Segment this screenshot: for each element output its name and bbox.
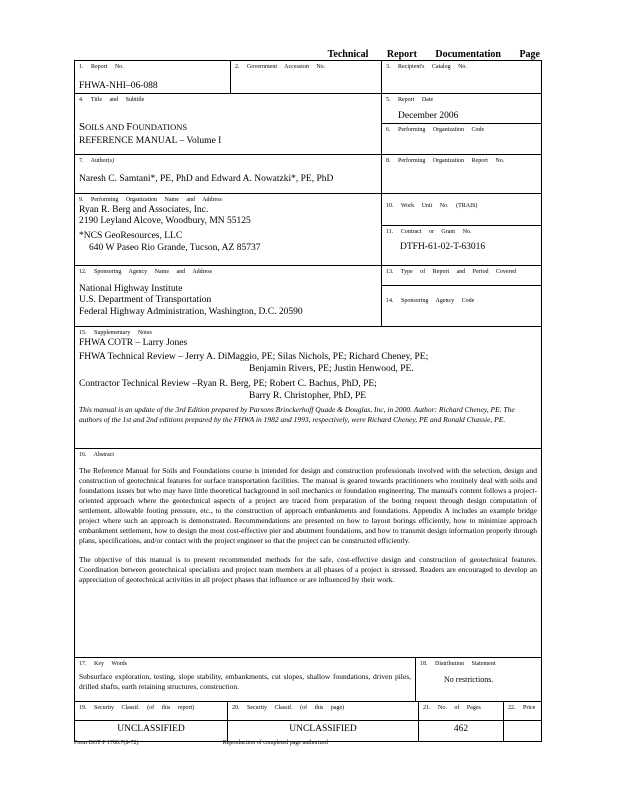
- title-cell: [75, 94, 381, 154]
- num-pages-label: 21. No. of Pages: [423, 705, 481, 711]
- distribution-label: 18. Distribution Statement: [420, 661, 496, 667]
- authors-label: 7. Author(s): [79, 158, 114, 164]
- page-footer: [74, 740, 540, 746]
- recipient-catalog-label: 3. Recipient's Catalog No.: [386, 64, 467, 70]
- form-row-9: [75, 701, 541, 720]
- tech-review-line-1: FHWA Technical Review – Jerry A. DiMaggio, PE; Silas Nichols, PE; Richard Cheney, PE;: [79, 352, 429, 363]
- title-label: 4. Title and Subtitle: [79, 97, 145, 103]
- perf-org-report-cell: [381, 155, 541, 193]
- price-label-cell: [503, 702, 541, 720]
- key-words-label: 17. Key Words: [79, 661, 127, 667]
- page-header-title: Technical Report Documentation Page: [327, 49, 540, 60]
- form-row-1: [75, 61, 541, 93]
- sponsor-line-2: U.S. Department of Transportation: [79, 295, 212, 306]
- perf-org-report-label: 8. Performing Organization Report No.: [386, 158, 505, 164]
- reproduction-note: Reproduction of completed page authorized: [222, 740, 328, 746]
- perf-org-name-label: 9. Performing Organization Name and Address: [79, 197, 222, 203]
- report-date-label: 5. Report Date: [386, 97, 434, 103]
- contract-cell: [382, 226, 541, 256]
- report-type-label: 13. Type of Report and Period Covered: [386, 269, 517, 275]
- report-no-value: FHWA-NHI–06-088: [79, 80, 158, 91]
- security-page-label-cell: [227, 702, 418, 720]
- work-unit-label: 10. Work Unit No. (TRAIS): [386, 203, 478, 209]
- report-type-cell: [382, 266, 541, 286]
- title-line-2: REFERENCE MANUAL – Volume I: [79, 136, 222, 147]
- price-label: 22. Price: [508, 705, 536, 711]
- perf-org-name-cell: [75, 194, 381, 265]
- supp-notes-label: 15. Supplementary Notes: [79, 330, 152, 336]
- num-pages-label-cell: [418, 702, 503, 720]
- form-row-3: [75, 154, 541, 193]
- tech-review-line-2: Benjamin Rivers, PE; Justin Henwood, PE.: [249, 364, 414, 375]
- org1-name: Ryan R. Berg and Associates, Inc.: [79, 204, 209, 215]
- report-date-value: December 2006: [398, 110, 459, 121]
- contractor-review-line-2: Barry R. Christopher, PhD, PE: [249, 391, 367, 401]
- report-date-cell: [382, 94, 541, 124]
- form-row-4: [75, 193, 541, 265]
- report-documentation-form: [74, 60, 542, 742]
- form-row-5: [75, 265, 541, 326]
- form-row-8: [75, 657, 541, 701]
- report-type-code-cell: [381, 266, 541, 326]
- title-line-1: SOILS AND FOUNDATIONS: [79, 120, 188, 133]
- abstract-cell: [75, 449, 541, 657]
- contract-value: DTFH-61-02-T-63016: [400, 241, 486, 252]
- security-report-label-cell: [75, 702, 227, 720]
- org1-address: 2190 Leyland Alcove, Woodbury, MN 55125: [79, 216, 251, 227]
- sponsor-code-cell: [382, 286, 541, 309]
- recipient-catalog-cell: [381, 61, 541, 93]
- num-pages-value-cell: [418, 721, 503, 741]
- key-words-cell: [75, 658, 415, 701]
- supp-notes-cell: [75, 327, 541, 448]
- date-code-cell: [381, 94, 541, 154]
- work-contract-cell: [381, 194, 541, 265]
- sponsor-code-label: 14. Sponsoring Agency Code: [386, 298, 475, 304]
- contractor-review-line-1: Contractor Technical Review –Ryan R. Berg, PE; Robert C. Bachus, PhD, PE;: [79, 379, 377, 390]
- perf-org-code-cell: [382, 124, 541, 138]
- security-page-value: UNCLASSIFIED: [289, 724, 357, 734]
- abstract-paragraph-2: The objective of this manual is to present recommended methods for the safe, cost-effective design and construction of geotechnical features. Coordination between geotechnical specialists and project team members at all phases of a project is stressed. Readers are encouraged to develop an appreciation of geotechnical activities in all project phases that influence or are influenced by their work.: [79, 554, 537, 584]
- form-row-10: [75, 720, 541, 741]
- gov-accession-label: 2. Government Accession No.: [235, 64, 326, 70]
- security-page-label: 20. Security Classif. (of this page): [232, 705, 345, 711]
- key-words-value: Subsurface exploration, testing, slope stability, embankments, cut slopes, shallow foundations, driven piles, drilled shafts, earth retaining structures, construction.: [79, 671, 411, 691]
- org2-name: *NCS GeoResources, LLC: [79, 231, 183, 242]
- authors-cell: [75, 155, 381, 193]
- org2-address: 640 W Paseo Rio Grande, Tucson, AZ 85737: [89, 243, 261, 254]
- form-row-6: [75, 326, 541, 448]
- gov-accession-cell: [230, 61, 381, 93]
- contract-label: 11. Contract or Grant No.: [386, 229, 472, 235]
- security-page-value-cell: [227, 721, 418, 741]
- form-row-2: [75, 93, 541, 154]
- distribution-value: No restrictions.: [444, 674, 494, 684]
- sponsor-line-1: National Highway Institute: [79, 283, 183, 294]
- security-report-value-cell: [75, 721, 227, 741]
- security-report-label: 19. Security Classif. (of this report): [79, 705, 195, 711]
- num-pages-value: 462: [453, 724, 469, 734]
- report-no-cell: [75, 61, 230, 93]
- sponsor-line-3: Federal Highway Administration, Washington, D.C. 20590: [79, 307, 303, 318]
- security-report-value: UNCLASSIFIED: [117, 724, 185, 734]
- form-id: Form DOT F 1700.7(8-72): [74, 740, 139, 746]
- form-row-7: [75, 448, 541, 657]
- authors-value: Naresh C. Samtani*, PE, PhD and Edward A. Nowatzki*, PE, PhD: [79, 173, 334, 184]
- price-value-cell: [503, 721, 541, 741]
- sponsor-label: 12. Sponsoring Agency Name and Address: [79, 269, 212, 275]
- edition-note: This manual is an update of the 3rd Edition prepared by Parsons Brinckerhoff Quade & Douglas, Inc, in 2000. Author: Richard Cheney, PE. The authors of the 1st and 2nd editions prepared by the FHWA in 1982 and 1993, respectively, were Richard Cheney, PE and Ronald Chassie, PE.: [79, 404, 515, 424]
- abstract-label: 16. Abstract: [79, 452, 114, 458]
- perf-org-code-label: 6. Performing Organization Code: [386, 127, 485, 133]
- distribution-cell: [415, 658, 541, 701]
- cotr-line: FHWA COTR – Larry Jones: [79, 337, 188, 348]
- report-no-label: 1. Report No.: [79, 64, 124, 70]
- sponsor-cell: [75, 266, 381, 326]
- abstract-paragraph-1: The Reference Manual for Soils and Foundations course is intended for design and construction professionals involved with the selection, design and construction of geotechnical features for surface transportation facilities. The manual is geared towards practitioners who routinely deal with soils and foundations issues but who may have little theoretical background in soil mechanics or foundation engineering. The manual's content follows a project-oriented approach where the geotechnical aspects of a project are traced from preparation of the boring request through design computation of settlement, allowable footing pressure, etc., to the construction of approach embankments and foundations. Appendix A includes an example bridge project where such an approach is demonstrated. Recommendations are presented on how to layout borings efficiently, how to minimize approach embankment settlement, how to design the most cost-effective pier and abutment foundations, and how to transmit design information properly through plans, specifications, and/or contact with the project engineer so that the project can be constructed efficiently.: [79, 465, 537, 546]
- work-unit-cell: [382, 194, 541, 226]
